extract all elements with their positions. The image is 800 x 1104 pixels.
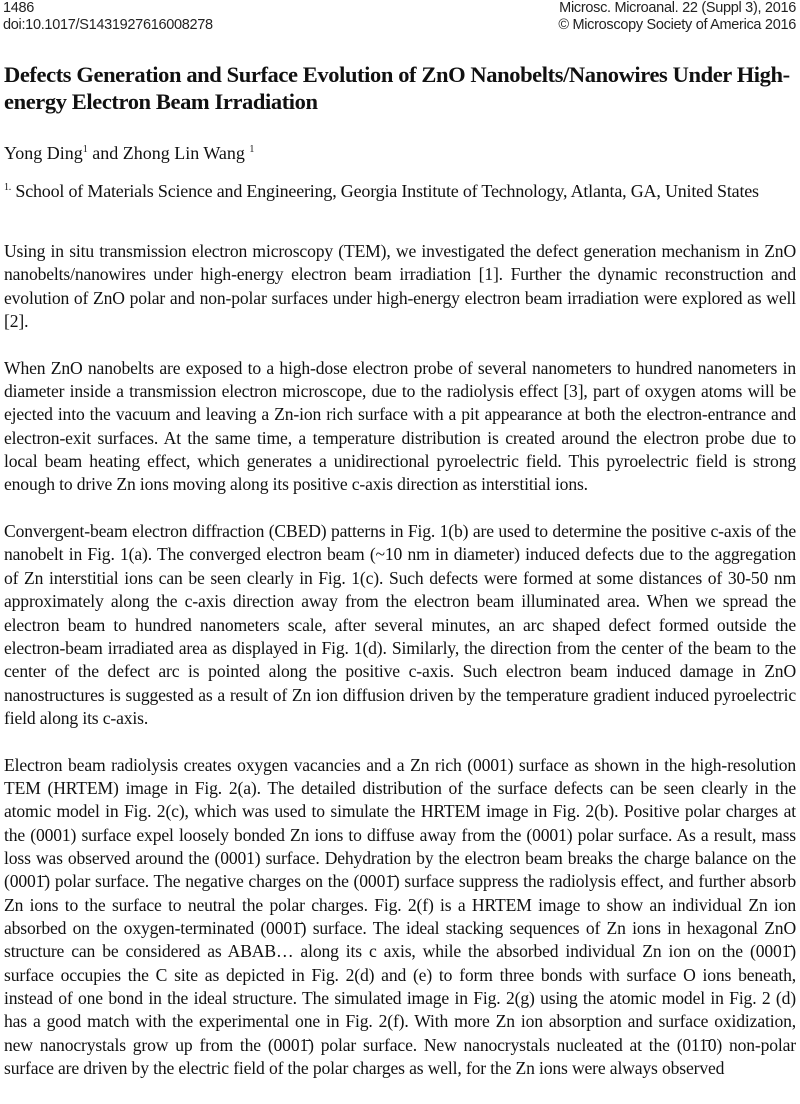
doi: doi:10.1017/S1431927616008278 bbox=[3, 17, 213, 33]
paragraph: Electron beam radiolysis creates oxygen vacancies and a Zn rich (0001) surface as shown in the high-resolution TEM (HRTEM) image in Fig. 2(a). The detailed distribution of the surface defects can be seen clearly in the atomic model in Fig. 2(c), which was used to simulate the HRTEM image in Fig. 2(b). Positive polar charges at the (0001) surface expel loosely bonded Zn ions to diffuse away from the (0001) polar surface. As a result, mass loss was observed around the (0001) surface. Dehydration by the electron beam breaks the charge balance on the (0001̄) polar surface. The negative charges on the (0001̄) surface suppress the radiolysis effect, and further absorb Zn ions to the surface to neutral the polar charges. Fig. 2(f) is a HRTEM image to show an individual Zn ion absorbed on the oxygen-terminated (0001̄) surface. The ideal stacking sequences of Zn ions in hexagonal ZnO structure can be considered as ABAB… along its c axis, while the absorbed individual Zn ion on the (0001̄) surface occupies the C site as depicted in Fig. 2(d) and (e) to form three bonds with surface O ions beneath, instead of one bond in the ideal structure. The simulated image in Fig. 2(g) using the atomic model in Fig. 2 (d) has a good match with the experimental one in Fig. 2(f). With more Zn ion absorption and surface oxidization, new nanocrystals grow up from the (0001̄) polar surface. New nanocrystals nucleated at the (011̄0) non-polar surface are driven by the electric field of the polar charges as well, for the Zn ions were always observed bbox=[4, 754, 796, 1079]
affiliation bbox=[4, 176, 796, 203]
author-name: Yong Ding bbox=[4, 143, 83, 163]
header-left bbox=[3, 0, 213, 34]
paragraph: When ZnO nanobelts are exposed to a high-dose electron probe of several nanometers to hundred nanometers in diameter inside a transmission electron microscope, due to the radiolysis effect [3], part of oxygen atoms will be ejected into the vacuum and leaving a Zn-ion rich surface with a pit appearance at both the electron-entrance and electron-exit surfaces. At the same time, a temperature distribution is created around the electron probe due to local beam heating effect, which generates a unidirectional pyroelectric field. This pyroelectric field is strong enough to drive Zn ions moving along its positive c-axis direction as interstitial ions. bbox=[4, 357, 796, 495]
author-affil-marker: 1 bbox=[82, 144, 88, 155]
authors-joiner: and bbox=[87, 143, 123, 163]
journal-citation: Microsc. Microanal. 22 (Suppl 3), 2016 bbox=[559, 0, 796, 16]
authors bbox=[4, 138, 254, 165]
paragraph: Using in situ transmission electron microscopy (TEM), we investigated the defect generation mechanism in ZnO nanobelts/nanowires under high-energy electron beam irradiation [1]. Further the dynamic reconstruction and evolution of ZnO polar and non-polar surfaces under high-energy electron beam irradiation were explored as well [2]. bbox=[4, 241, 796, 332]
author-affil-marker: 1 bbox=[249, 144, 255, 155]
body-text bbox=[4, 240, 796, 1104]
affiliation-marker: 1. bbox=[4, 182, 12, 193]
paper-title: Defects Generation and Surface Evolution of ZnO Nanobelts/Nanowires Under High-energy Electron Beam Irradiation bbox=[4, 62, 790, 114]
header-right bbox=[558, 0, 796, 34]
copyright: © Microscopy Society of America 2016 bbox=[558, 17, 796, 33]
page-number: 1486 bbox=[3, 0, 35, 16]
affiliation-text: School of Materials Science and Engineering, Georgia Institute of Technology, Atlanta, GA, United States bbox=[11, 181, 759, 201]
author-name: Zhong Lin Wang bbox=[122, 143, 250, 163]
paragraph: Convergent-beam electron diffraction (CBED) patterns in Fig. 1(b) are used to determine the positive c-axis of the nanobelt in Fig. 1(a). The converged electron beam (~10 nm in diameter) induced defects due to the aggregation of Zn interstitial ions can be seen clearly in Fig. 1(c). Such defects were formed at some distances of 30-50 nm approximately along the c-axis direction away from the electron beam illuminated area. When we spread the electron beam to hundred nanometers scale, after several minutes, an arc shaped defect formed outside the electron-beam irradiated area as displayed in Fig. 1(d). Similarly, the direction from the center of the beam to the center of the defect arc is pointed along the positive c-axis. Such electron beam induced damage in ZnO nanostructures is suggested as a result of Zn ion diffusion driven by the temperature gradient induced pyroelectric field along its c-axis. bbox=[4, 521, 796, 728]
